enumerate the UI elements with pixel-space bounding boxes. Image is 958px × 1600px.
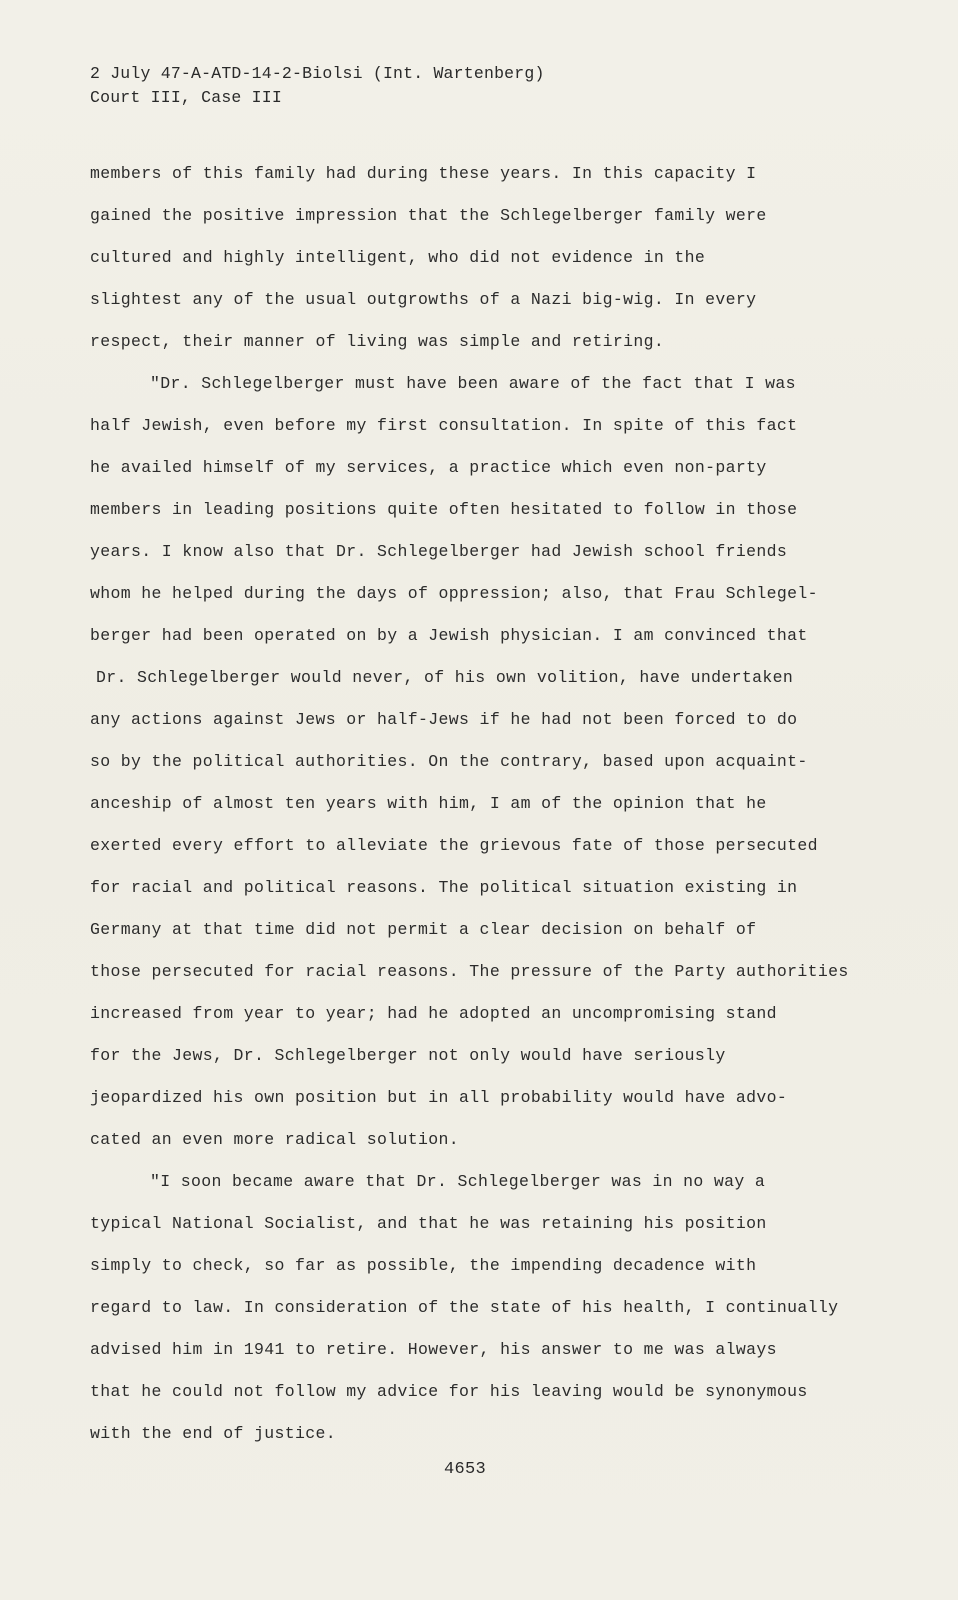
text-line: those persecuted for racial reasons. The pressure of the Party authorities	[90, 962, 849, 981]
text-line: any actions against Jews or half-Jews if he had not been forced to do	[90, 710, 798, 729]
text-line: regard to law. In consideration of the state of his health, I continually	[90, 1298, 839, 1317]
text-line: "Dr. Schlegelberger must have been aware of the fact that I was	[150, 374, 796, 393]
text-line: for racial and political reasons. The political situation existing in	[90, 878, 798, 897]
text-line: jeopardized his own position but in all probability would have advo-	[90, 1088, 788, 1107]
text-line: that he could not follow my advice for his leaving would be synonymous	[90, 1382, 808, 1401]
text-line: exerted every effort to alleviate the grievous fate of those persecuted	[90, 836, 818, 855]
header-court-line: Court III, Case III	[90, 88, 282, 107]
text-line: with the end of justice.	[90, 1424, 337, 1443]
text-line: for the Jews, Dr. Schlegelberger not only would have seriously	[90, 1046, 726, 1065]
text-line: members in leading positions quite often hesitated to follow in those	[90, 500, 798, 519]
text-line: whom he helped during the days of oppression; also, that Frau Schlegel-	[90, 584, 818, 603]
text-line: Dr. Schlegelberger would never, of his own volition, have undertaken	[96, 668, 794, 687]
text-line: slightest any of the usual outgrowths of a Nazi big-wig. In every	[90, 290, 757, 309]
text-line: advised him in 1941 to retire. However, his answer to me was always	[90, 1340, 777, 1359]
text-line: gained the positive impression that the Schlegelberger family were	[90, 206, 767, 225]
text-line: simply to check, so far as possible, the impending decadence with	[90, 1256, 757, 1275]
text-line: respect, their manner of living was simple and retiring.	[90, 332, 665, 351]
text-line: cultured and highly intelligent, who did not evidence in the	[90, 248, 706, 267]
text-line: typical National Socialist, and that he was retaining his position	[90, 1214, 767, 1233]
header-reference-line: 2 July 47-A-ATD-14-2-Biolsi (Int. Wartenberg)	[90, 64, 545, 83]
text-line: "I soon became aware that Dr. Schlegelberger was in no way a	[150, 1172, 766, 1191]
page-number: 4653	[444, 1460, 487, 1479]
text-line: increased from year to year; had he adopted an uncompromising stand	[90, 1004, 777, 1023]
text-line: he availed himself of my services, a practice which even non-party	[90, 458, 767, 477]
text-line: anceship of almost ten years with him, I am of the opinion that he	[90, 794, 767, 813]
document-header	[90, 62, 545, 110]
text-line: Germany at that time did not permit a clear decision on behalf of	[90, 920, 757, 939]
text-line: members of this family had during these years. In this capacity I	[90, 164, 757, 183]
text-line: so by the political authorities. On the contrary, based upon acquaint-	[90, 752, 808, 771]
text-line: half Jewish, even before my first consultation. In spite of this fact	[90, 416, 798, 435]
text-line: berger had been operated on by a Jewish physician. I am convinced that	[90, 626, 808, 645]
text-line: cated an even more radical solution.	[90, 1130, 460, 1149]
text-line: years. I know also that Dr. Schlegelberger had Jewish school friends	[90, 542, 788, 561]
